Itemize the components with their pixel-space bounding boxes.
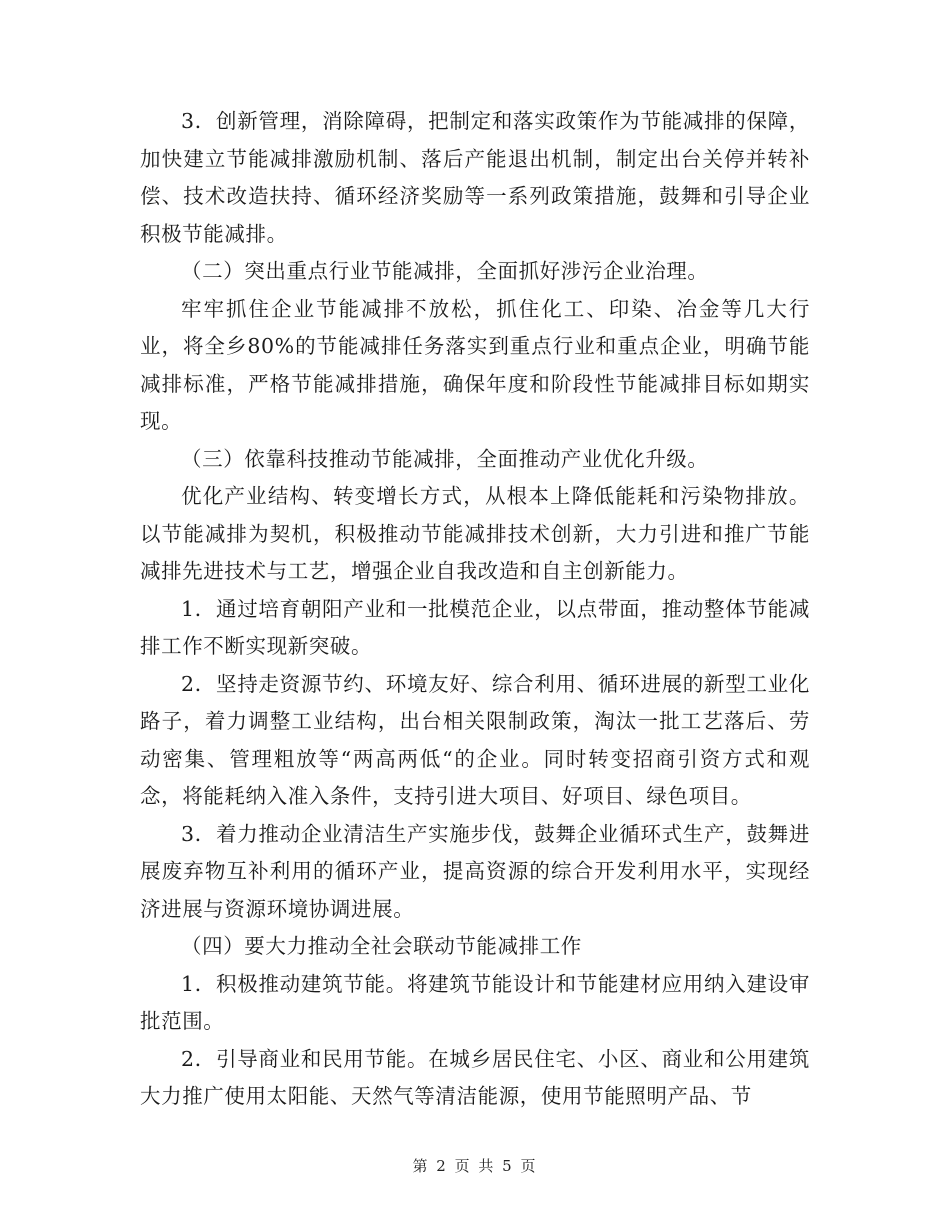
page-number-footer: 第 2 页 共 5 页: [412, 1157, 538, 1175]
paragraph-industrial-structure: 优化产业结构、转变增长方式，从根本上降低能耗和污染物排放。以节能减排为契机，积极推动节能减排技术创新，大力引进和推广节能减排先进技术与工艺，增强企业自我改造和自主创新能力。: [140, 484, 810, 583]
section-heading-2: （二）突出重点行业节能减排，全面抓好涉污企业治理。: [181, 259, 709, 283]
section-heading-4: （四）要大力推动全社会联动节能减排工作: [181, 934, 582, 958]
paragraph-item-3: 3．着力推动企业清洁生产实施步伐，鼓舞企业循环式生产，鼓舞进展废弃物互补利用的循环产业，提高资源的综合开发利用水平，实现经济进展与资源环境协调进展。: [140, 821, 810, 921]
paragraph-item-1: 1．通过培育朝阳产业和一批模范企业，以点带面，推动整体节能减排工作不断实现新突破。: [140, 596, 810, 658]
paragraph-item-2: 2．坚持走资源节约、环境友好、综合利用、循环进展的新型工业化路子，着力调整工业结构，出台相关限制政策，淘汰一批工艺落后、劳动密集、管理粗放等“两高两低“的企业。同时转变招商引资方式和观念，将能耗纳入准入条件，支持引进大项目、好项目、绿色项目。: [140, 671, 810, 808]
paragraph-innovation-management: 3．创新管理，消除障碍，把制定和落实政策作为节能减排的保障，加快建立节能减排激励机制、落后产能退出机制，制定出台关停并转补偿、技术改造扶持、循环经济奖励等一系列政策措施，鼓舞和引导企业积极节能减排。: [140, 109, 810, 246]
paragraph-building-energy: 1．积极推动建筑节能。将建筑节能设计和节能建材应用纳入建设审批范围。: [140, 971, 810, 1033]
paragraph-commercial-energy: 2．引导商业和民用节能。在城乡居民住宅、小区、商业和公用建筑大力推广使用太阳能、天然气等清洁能源，使用节能照明产品、节: [140, 1046, 810, 1108]
section-heading-3: （三）依靠科技推动节能减排，全面推动产业优化升级。: [181, 446, 709, 471]
body-text: [140, 103, 810, 1116]
paragraph-key-industries: 牢牢抓住企业节能减排不放松，抓住化工、印染、冶金等几大行业，将全乡80%的节能减排任务落实到重点行业和重点企业，明确节能减排标准，严格节能减排措施，确保年度和阶段性节能减排目标如期实现。: [140, 296, 810, 433]
